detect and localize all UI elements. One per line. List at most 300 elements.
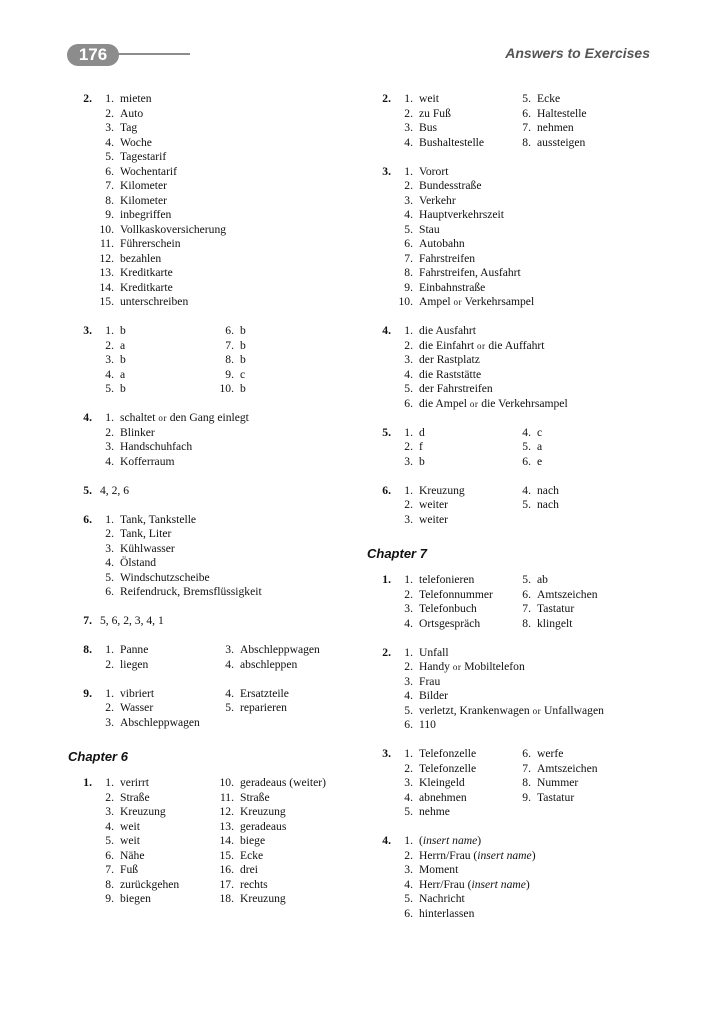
answer-text: Stau — [419, 222, 440, 236]
answer-text: drei — [240, 863, 259, 876]
exercise-number: 4. — [382, 324, 391, 337]
answer-item — [96, 150, 358, 165]
answer-text: verirrt — [120, 776, 149, 789]
answer-text: Herr/Frau (insert name) — [419, 877, 530, 891]
item-number: 5. — [404, 703, 413, 717]
answer-text: 110 — [419, 718, 436, 731]
exercise-number: 5. — [382, 425, 391, 439]
item-number: 9. — [225, 367, 234, 381]
answer-text: ab — [537, 573, 548, 586]
answer-item — [513, 617, 657, 632]
answer-list — [395, 324, 657, 411]
answer-text: Tastatur — [537, 790, 575, 804]
exercise-block — [367, 484, 657, 528]
answer-list — [395, 426, 657, 470]
item-number: 4. — [105, 819, 114, 833]
answer-text: d — [419, 425, 425, 439]
answer-item — [395, 747, 513, 762]
answer-text: 4, 2, 6 — [100, 483, 129, 497]
item-number: 1. — [404, 747, 413, 760]
header-rule — [112, 53, 190, 55]
placeholder-italic: insert name — [477, 848, 532, 862]
item-number: 1. — [105, 686, 114, 700]
answer-text: inbegriffen — [120, 208, 172, 221]
answer-text: b — [120, 324, 126, 337]
answer-item — [513, 805, 657, 820]
exercise-block — [367, 324, 657, 411]
answer-item — [96, 107, 358, 122]
item-number: 3. — [404, 602, 413, 615]
answer-text: Handy or Mobiltelefon — [419, 660, 525, 673]
answer-text: Bundesstraße — [419, 179, 482, 192]
answer-text: f — [419, 440, 423, 453]
item-number: 3. — [404, 193, 413, 207]
item-number: 1. — [404, 645, 413, 659]
answer-item — [216, 716, 358, 731]
answer-text: Hauptverkehrszeit — [419, 208, 504, 221]
item-number: 2. — [404, 106, 413, 120]
answer-list — [96, 776, 358, 907]
item-number: 8. — [522, 135, 531, 149]
exercise-number: 7. — [83, 614, 92, 627]
exercise-number: 2. — [382, 92, 391, 105]
item-number: 3. — [404, 776, 413, 789]
answer-list — [96, 92, 358, 310]
answer-text: Amtszeichen — [537, 587, 598, 601]
answer-item — [395, 339, 657, 354]
item-number: 2. — [105, 657, 114, 671]
answer-item — [216, 892, 358, 907]
answer-item — [96, 237, 358, 252]
answer-text: vibriert — [120, 686, 155, 700]
item-number: 8. — [522, 776, 531, 789]
exercise-block — [68, 513, 358, 600]
answer-item — [395, 237, 657, 252]
answer-item — [96, 527, 358, 542]
answer-item — [395, 718, 657, 733]
item-number: 8. — [105, 193, 114, 207]
answer-text: Vorort — [419, 164, 449, 178]
item-number: 2. — [404, 179, 413, 192]
answer-text: Ecke — [240, 848, 264, 862]
or-connector: or — [532, 705, 542, 716]
answer-text: b — [120, 353, 126, 366]
answer-text: Frau — [419, 674, 441, 688]
answer-item — [96, 136, 358, 151]
answer-item — [96, 687, 216, 702]
item-number: 1. — [404, 834, 413, 847]
or-connector: or — [469, 398, 479, 409]
answer-text: Ecke — [537, 92, 561, 105]
answer-text: schaltet or den Gang einlegt — [120, 411, 249, 424]
answer-text: Abschleppwagen — [120, 715, 200, 729]
page-number-badge: 176 — [67, 44, 119, 66]
answer-text: a — [120, 367, 126, 381]
item-number: 5. — [105, 570, 114, 584]
answer-text: Fahrstreifen — [419, 251, 476, 265]
exercise-number: 4. — [83, 411, 92, 424]
exercise-block — [68, 614, 358, 629]
answer-text: Abschleppwagen — [240, 643, 320, 656]
answer-text: weit — [120, 819, 140, 833]
answer-text: Kreuzung — [419, 483, 465, 497]
item-number: 2. — [404, 660, 413, 673]
exercise-block — [367, 92, 657, 150]
answer-item — [96, 223, 358, 238]
exercise-block — [68, 324, 358, 397]
exercise-number: 6. — [382, 483, 391, 497]
answer-item — [395, 907, 657, 922]
answer-item — [513, 92, 657, 107]
answer-list — [395, 484, 657, 528]
answer-item — [96, 849, 216, 864]
answer-item — [395, 805, 513, 820]
item-number: 7. — [105, 179, 114, 192]
answer-text: Auto — [120, 106, 144, 120]
placeholder-italic: insert name — [471, 877, 526, 891]
answer-item — [96, 805, 216, 820]
answer-item — [216, 368, 358, 383]
answer-item — [395, 107, 513, 122]
answer-text: reparieren — [240, 701, 287, 714]
answer-text: Reifendruck, Bremsflüssigkeit — [120, 585, 262, 598]
answer-text: Tagestarif — [120, 150, 167, 163]
item-number: 4. — [404, 208, 413, 221]
answer-text: (insert name) — [419, 834, 482, 847]
answer-item — [395, 121, 513, 136]
answer-item — [395, 295, 657, 310]
answer-text: Kreuzung — [240, 805, 286, 818]
answer-text: geradeaus — [240, 819, 287, 833]
answer-text: Nummer — [537, 776, 579, 789]
item-number: 7. — [404, 251, 413, 265]
item-number — [216, 716, 234, 731]
answer-text: Herrn/Frau (insert name) — [419, 848, 536, 862]
answer-text: weiter — [419, 512, 448, 526]
answer-text: Telefonzelle — [419, 747, 477, 760]
left-column — [68, 92, 358, 921]
item-number: 5. — [522, 573, 531, 586]
answer-text: unterschreiben — [120, 295, 189, 308]
item-number: 8. — [225, 353, 234, 366]
answer-text: a — [120, 338, 126, 352]
answer-item — [96, 353, 216, 368]
answer-item — [513, 121, 657, 136]
item-number: 6. — [404, 237, 413, 250]
answer-item — [96, 658, 216, 673]
item-number: 4. — [404, 689, 413, 702]
answer-item — [216, 776, 358, 791]
item-number: 6. — [225, 324, 234, 337]
or-connector: or — [452, 662, 462, 672]
answer-text: Windschutzscheibe — [120, 570, 210, 584]
answer-item — [513, 776, 657, 791]
running-title: Answers to Exercises — [505, 45, 650, 61]
answer-item — [216, 643, 358, 658]
answer-text: Moment — [419, 863, 459, 876]
item-number: 5. — [105, 834, 114, 847]
item-number: 3. — [404, 454, 413, 468]
answer-text: b — [240, 353, 246, 366]
answer-text: nehmen — [537, 121, 574, 134]
item-number: 6. — [522, 454, 531, 468]
item-number: 1. — [404, 425, 413, 439]
item-number: 5. — [522, 440, 531, 453]
item-number: 10. — [219, 776, 234, 789]
item-number: 5. — [404, 892, 413, 905]
item-number: 1. — [105, 776, 114, 789]
answer-item — [96, 368, 216, 383]
answer-text: Panne — [120, 643, 149, 656]
answer-item — [395, 484, 513, 499]
item-number: 2. — [404, 587, 413, 601]
answer-item — [96, 556, 358, 571]
answer-list — [395, 646, 657, 733]
answer-item — [395, 498, 513, 513]
item-number: 1. — [404, 483, 413, 497]
item-number: 4. — [225, 657, 234, 671]
answer-text: Amtszeichen — [537, 761, 598, 775]
exercise-number: 6. — [83, 512, 92, 526]
item-number: 2. — [404, 440, 413, 453]
answer-list — [395, 165, 657, 310]
answer-item — [395, 252, 657, 267]
answer-item — [395, 426, 513, 441]
item-number: 4. — [404, 135, 413, 149]
answer-item — [216, 820, 358, 835]
answer-item — [395, 136, 513, 151]
item-number: 2. — [404, 761, 413, 775]
exercise-block — [68, 687, 358, 731]
answer-item — [96, 382, 216, 397]
item-number: 2. — [404, 338, 413, 352]
item-number: 2. — [105, 425, 114, 439]
answer-item — [216, 339, 358, 354]
exercise-block — [367, 573, 657, 631]
answer-item — [216, 863, 358, 878]
answer-item — [96, 542, 358, 557]
answer-text: Telefonnummer — [419, 587, 493, 601]
item-number — [513, 805, 531, 820]
item-number: 4. — [105, 454, 114, 468]
answer-item — [395, 324, 657, 339]
exercise-number: 4. — [382, 834, 391, 847]
answer-item — [395, 382, 657, 397]
answer-text: Bushaltestelle — [419, 135, 485, 149]
answer-item — [395, 179, 657, 194]
answer-text: zu Fuß — [419, 106, 451, 120]
exercise-number: 5. — [83, 483, 92, 497]
item-number: 7. — [522, 121, 531, 134]
answer-item — [395, 892, 657, 907]
answer-text: werfe — [537, 747, 564, 760]
answer-item — [513, 747, 657, 762]
answer-list — [96, 687, 358, 731]
item-number: 3. — [105, 541, 114, 555]
item-number: 10. — [99, 222, 114, 236]
answer-item — [96, 426, 358, 441]
item-number: 7. — [522, 761, 531, 775]
answer-text: c — [240, 367, 246, 381]
item-number: 9. — [105, 208, 114, 221]
answer-item — [96, 281, 358, 296]
answer-item — [96, 252, 358, 267]
answer-text: Ersatzteile — [240, 686, 289, 700]
answer-text: rechts — [240, 877, 268, 891]
answer-text: Fahrstreifen, Ausfahrt — [419, 266, 521, 279]
answer-item — [96, 92, 358, 107]
answer-item — [96, 716, 216, 731]
answer-item — [395, 617, 513, 632]
answer-text: Vollkaskoversicherung — [120, 222, 227, 236]
exercise-number: 3. — [382, 164, 391, 178]
answer-text: geradeaus (weiter) — [240, 776, 326, 789]
answer-item — [96, 585, 358, 600]
item-number: 1. — [404, 573, 413, 586]
answer-text: Einbahnstraße — [419, 280, 486, 294]
answer-text: Kühlwasser — [120, 541, 175, 555]
item-number: 10. — [398, 295, 413, 308]
item-number — [513, 513, 531, 528]
answer-item — [216, 791, 358, 806]
answer-text: Wochentarif — [120, 164, 178, 178]
answer-item — [216, 878, 358, 893]
answer-text: a — [537, 440, 543, 453]
exercise-block — [68, 776, 358, 907]
answer-item — [96, 820, 216, 835]
item-number: 3. — [404, 674, 413, 688]
item-number: 9. — [522, 790, 531, 804]
item-number: 6. — [404, 906, 413, 920]
answer-item — [395, 704, 657, 719]
answer-text: biegen — [120, 892, 151, 905]
answer-text: liegen — [120, 657, 149, 671]
answer-item — [513, 484, 657, 499]
or-connector: or — [476, 340, 486, 351]
item-number: 6. — [522, 587, 531, 601]
answer-text: b — [120, 382, 126, 395]
exercise-block — [68, 411, 358, 469]
exercise-number: 8. — [83, 643, 92, 656]
item-number: 6. — [404, 718, 413, 731]
answer-item — [96, 513, 358, 528]
item-number: 3. — [105, 805, 114, 818]
answer-text: b — [240, 338, 246, 352]
item-number: 8. — [105, 877, 114, 891]
item-number: 4. — [404, 790, 413, 804]
answer-text: Kreditkarte — [120, 280, 173, 294]
exercise-block — [68, 92, 358, 310]
answer-item — [395, 646, 657, 661]
item-number: 1. — [404, 92, 413, 105]
right-column — [367, 92, 657, 936]
answer-item — [395, 194, 657, 209]
item-number: 5. — [105, 382, 114, 395]
answer-text: Wasser — [120, 701, 154, 714]
item-number: 2. — [404, 498, 413, 511]
answer-item — [395, 573, 513, 588]
item-number: 1. — [404, 164, 413, 178]
item-number: 2. — [105, 527, 114, 540]
item-number: 12. — [99, 251, 114, 265]
item-number: 4. — [225, 686, 234, 700]
answer-text: der Rastplatz — [419, 353, 480, 366]
answer-text: Handschuhfach — [120, 440, 193, 453]
answer-item — [96, 701, 216, 716]
exercise-block — [367, 747, 657, 820]
answer-item — [395, 513, 513, 528]
answer-text: bezahlen — [120, 251, 162, 265]
answer-list — [395, 834, 657, 921]
answer-item — [395, 455, 513, 470]
answer-text: Kreditkarte — [120, 266, 173, 279]
answer-text: Nähe — [120, 848, 145, 862]
item-number: 4. — [522, 483, 531, 497]
item-number: 6. — [105, 164, 114, 178]
answer-text: Kreuzung — [120, 805, 166, 818]
item-number: 1. — [105, 411, 114, 424]
exercise-number: 2. — [83, 92, 92, 105]
answer-text: Verkehr — [419, 193, 456, 207]
answer-item — [395, 165, 657, 180]
answer-text: verletzt, Krankenwagen or Unfallwagen — [419, 703, 604, 717]
answer-item — [216, 658, 358, 673]
answer-item — [96, 165, 358, 180]
answer-text: Ampel or Verkehrsampel — [419, 295, 535, 308]
answer-item — [395, 849, 657, 864]
answer-text: Unfall — [419, 645, 449, 659]
answer-text: die Raststätte — [419, 367, 482, 381]
answer-text: Fuß — [120, 863, 139, 876]
answer-item — [216, 834, 358, 849]
answer-text: nach — [537, 498, 559, 511]
item-number: 7. — [225, 338, 234, 352]
answer-item — [513, 440, 657, 455]
answer-item — [216, 805, 358, 820]
answer-text: biege — [240, 834, 266, 847]
item-number: 15. — [99, 295, 114, 308]
exercise-number: 3. — [382, 747, 391, 760]
answer-list — [96, 513, 358, 600]
answer-item — [96, 863, 216, 878]
answer-text: mieten — [120, 92, 152, 105]
answer-item — [96, 295, 358, 310]
answer-text: Nachricht — [419, 892, 465, 905]
answer-item — [96, 324, 216, 339]
chapter-7-heading: Chapter 7 — [367, 546, 427, 561]
answer-item — [395, 660, 657, 675]
answer-text: klingelt — [537, 616, 573, 630]
answer-text: Kofferraum — [120, 454, 175, 468]
item-number: 11. — [219, 790, 234, 804]
exercise-number: 3. — [83, 324, 92, 337]
item-number: 14. — [219, 834, 234, 847]
item-number: 3. — [404, 512, 413, 526]
answer-item — [96, 455, 358, 470]
item-number: 3. — [404, 353, 413, 366]
or-connector: or — [453, 297, 462, 307]
answer-item — [395, 353, 657, 368]
item-number: 15. — [219, 848, 234, 862]
answer-item — [513, 498, 657, 513]
item-number: 5. — [522, 498, 531, 511]
item-number: 4. — [105, 367, 114, 381]
item-number: 3. — [105, 440, 114, 453]
item-number: 8. — [522, 616, 531, 630]
item-number: 9. — [105, 892, 114, 905]
answer-item — [96, 643, 216, 658]
answer-item — [96, 878, 216, 893]
